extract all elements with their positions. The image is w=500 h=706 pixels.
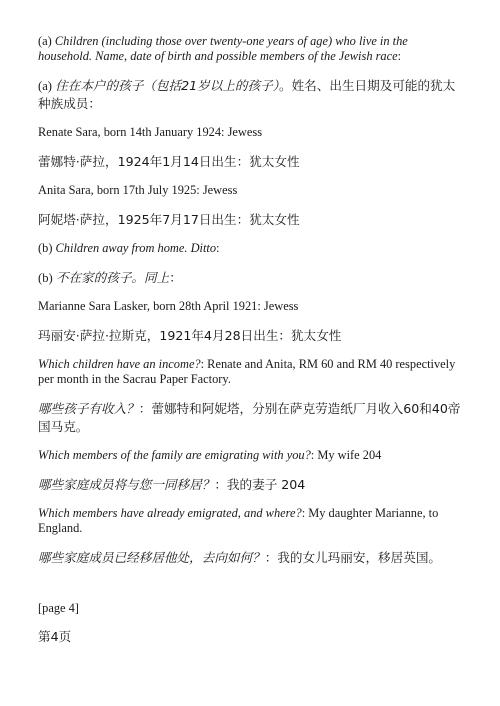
answer-text: : My daughter Marianne, to England. (38, 506, 439, 535)
answer-text: Anita Sara, born 17th July 1925: Jewess (38, 183, 238, 197)
question-text: Which members of the family are emigrating with you? (38, 448, 311, 462)
answer-text: : (216, 241, 220, 255)
question-text: Children away from home. Ditto (55, 241, 217, 255)
answer-text: Marianne Sara Lasker, born 28th April 1921: Jewess (38, 299, 299, 313)
answer-text: ：我的妻子 204 (214, 477, 306, 492)
paragraph-zh-p16 (38, 549, 464, 567)
question-text: 哪些孩子有收入？ (38, 401, 139, 416)
question-text: 哪些家庭成员已经移居他处，去向如何？ (38, 550, 265, 565)
paragraph-zh-p12 (38, 400, 464, 436)
question-text: 哪些家庭成员将与您一同移居？ (38, 477, 215, 492)
question-text: Children (including those over twenty-one years of age) who live in the household. Name, date of birth and possible members of the Jewish race (38, 34, 408, 63)
answer-text: ：我的女儿玛丽安，移居英国。 (264, 550, 441, 565)
answer-text: 蕾娜特·萨拉，1924年1月14日出生：犹太女性 (38, 154, 300, 169)
question-text: Which children have an income? (38, 357, 201, 371)
question-marker: (b) (38, 271, 56, 285)
paragraph-en-p9 (38, 299, 464, 314)
answer-text: : My wife 204 (310, 448, 382, 462)
answer-text: ：蕾娜特和阿妮塔，分别在萨克劳造纸厂月收入60和40帝国马克。 (38, 401, 461, 434)
page-number-en: [page 4] (38, 601, 79, 615)
paragraph-en-p7 (38, 241, 464, 256)
page-number-zh: 第4页 (38, 629, 72, 644)
paragraph-zh-p2 (38, 77, 464, 113)
question-text: Which members have already emigrated, and where? (38, 506, 302, 520)
paragraph-zh-p8 (38, 269, 464, 287)
question-marker: (a) (38, 79, 56, 93)
paragraph-en-p15 (38, 506, 464, 536)
document-page (38, 34, 464, 658)
answer-text: 玛丽安·萨拉·拉斯克，1921年4月28日出生：犹太女性 (38, 328, 342, 343)
answer-text: Renate Sara, born 14th January 1924: Jewess (38, 125, 263, 139)
paragraph-en-p1 (38, 34, 464, 64)
answer-text: 阿妮塔·萨拉，1925年7月17日出生：犹太女性 (38, 212, 300, 227)
question-text: 不在家的孩子。同上 (55, 270, 170, 285)
question-marker: (a) (38, 34, 55, 48)
answer-text: : (397, 49, 402, 63)
answer-text: ： (169, 270, 182, 285)
question-marker: (b) (38, 241, 56, 255)
paragraph-en-p13 (38, 448, 464, 463)
paragraph-en-p11 (38, 357, 464, 387)
paragraph-zh-p6 (38, 211, 464, 229)
paragraph-en-p3 (38, 125, 464, 140)
answer-text: : Renate and Anita, RM 60 and RM 40 respectively per month in the Sacrau Paper Factory. (38, 357, 456, 386)
paragraph-en-p5 (38, 183, 464, 198)
question-text: 住在本户的孩子（包括21岁以上的孩子） (55, 78, 279, 93)
paragraph-zh-p10 (38, 327, 464, 345)
answer-text: 。姓名、出生日期及可能的犹太种族成员： (38, 78, 456, 111)
paragraph-zh-p14 (38, 476, 464, 494)
document-body (38, 34, 464, 567)
paragraph-zh-p4 (38, 153, 464, 171)
